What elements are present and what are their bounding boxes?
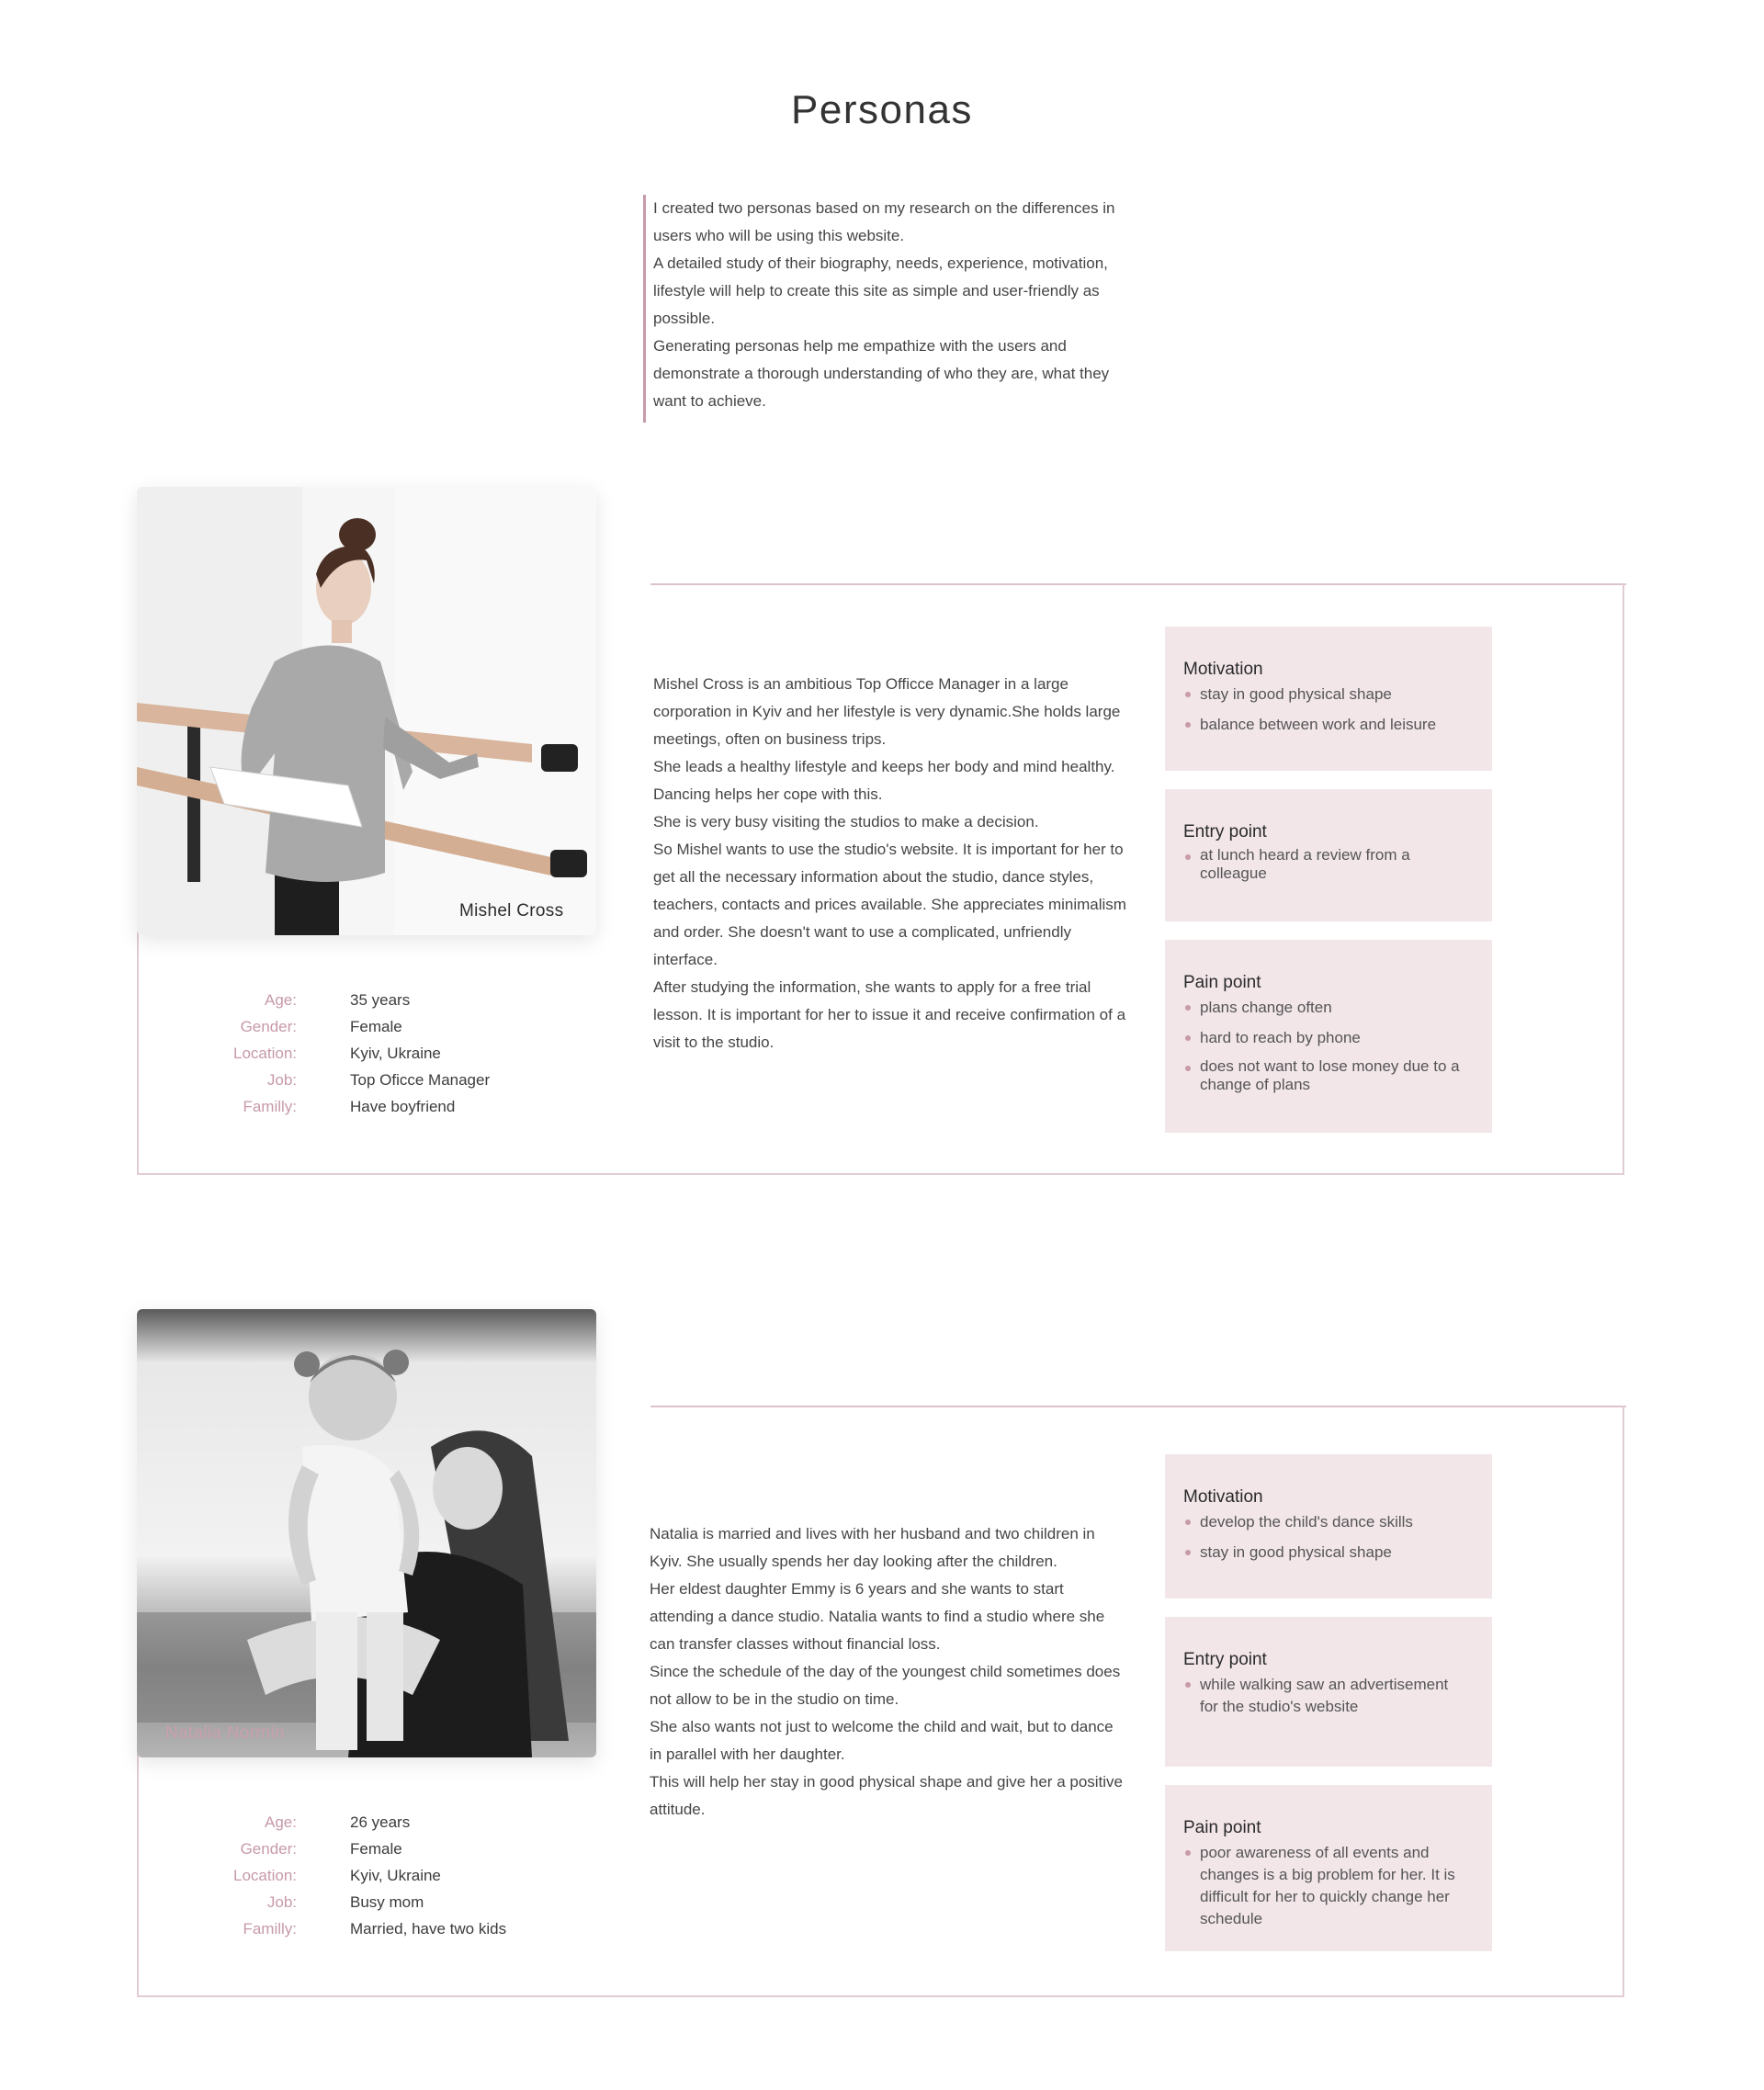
fact-label: Location: [233,1866,297,1884]
list-item: does not want to lose money due to a change of plans [1183,1057,1474,1094]
list-item: while walking saw an advertisement for the studio's website [1183,1674,1450,1718]
fact-label: Age: [265,990,297,1009]
box-title: Entry point [1183,1650,1267,1669]
fact-value: Female [350,1839,402,1858]
persona-card-mishel [0,487,1764,1176]
fact-row-gender [138,1013,560,1040]
bio-paragraph: She leads a healthy lifestyle and keeps her body and mind healthy. Dancing helps her cope with this. [653,758,1115,803]
box-title: Pain point [1183,973,1261,992]
bio-paragraph: This will help her stay in good physical shape and give her a positive attitude. [650,1773,1124,1818]
fact-value: Top Oficce Manager [350,1070,491,1089]
bio-paragraph: Natalia is married and lives with her husband and two children in Kyiv. She usually spends her day looking after the children. [650,1525,1095,1570]
box-title: Entry point [1183,822,1267,842]
fact-value: 26 years [350,1813,411,1831]
entry-point-box [1165,789,1492,921]
persona-bio [650,1520,1127,1824]
bio-paragraph: After studying the information, she wants to apply for a free trial lesson. It is important for her to issue it and receive confirmation of a visit to the studio. [653,978,1126,1051]
fact-row-family [138,1915,560,1942]
motivation-list [1183,683,1474,736]
page-title: Personas [791,87,973,132]
pain-point-box [1165,1785,1492,1951]
intro-text [643,195,1121,423]
list-item: hard to reach by phone [1183,1027,1474,1049]
fact-row-age [138,1809,560,1836]
pain-point-list [1183,1842,1474,1930]
list-item: plans change often [1183,997,1474,1019]
pain-point-list [1183,997,1474,1094]
list-item: at lunch heard a review from a colleague [1183,846,1431,883]
fact-row-gender [138,1836,560,1862]
bio-paragraph: So Mishel wants to use the studio's website. It is important for her to get all the necessary information about the studio, dance styles, teachers, contacts and prices available. She appreciates minimalism and order. She doesn't want to use a complicated, unfriendly interface. [653,841,1126,968]
entry-point-list [1183,1674,1474,1718]
persona-facts [138,1809,560,1942]
dancer-photo-illustration [137,487,596,935]
fact-row-family [138,1093,560,1120]
fact-value: Kyiv, Ukraine [350,1044,441,1062]
intro-paragraph: A detailed study of their biography, needs, experience, motivation, lifestyle will help to create this site as simple and user-friendly as possible. [653,254,1108,327]
motivation-list [1183,1511,1474,1564]
list-item: balance between work and leisure [1183,714,1474,736]
box-title: Motivation [1183,660,1263,679]
bio-paragraph: Her eldest daughter Emmy is 6 years and she wants to start attending a dance studio. Natalia wants to find a studio where she can transfer classes without financial loss. [650,1580,1105,1653]
box-title: Pain point [1183,1818,1261,1837]
fact-row-age [138,987,560,1013]
fact-value: Busy mom [350,1892,424,1911]
fact-label: Familly: [243,1919,297,1937]
motivation-box [1165,1454,1492,1599]
bio-paragraph: Mishel Cross is an ambitious Top Officce Manager in a large corporation in Kyiv and her lifestyle is very dynamic.She holds large meetings, often on business trips. [653,675,1121,748]
fact-label: Gender: [240,1839,297,1858]
fact-label: Gender: [240,1017,297,1035]
fact-value: Female [350,1017,402,1035]
list-item: poor awareness of all events and changes is a big problem for her. It is difficult for her to quickly change her schedule [1183,1842,1464,1930]
persona-name-caption: Natalia Normin [165,1723,285,1743]
list-item: stay in good physical shape [1183,683,1474,706]
fact-row-location [138,1040,560,1067]
list-item: stay in good physical shape [1183,1542,1474,1564]
entry-point-box [1165,1617,1492,1767]
bio-paragraph: Since the schedule of the day of the youngest child sometimes does not allow to be in the studio on time. [650,1663,1121,1708]
fact-row-job [138,1889,560,1915]
intro-paragraph: Generating personas help me empathize with the users and demonstrate a thorough understanding of who they are, what they want to achieve. [653,337,1110,410]
fact-row-job [138,1067,560,1093]
fact-label: Job: [266,1070,297,1089]
fact-value: Married, have two kids [350,1919,507,1937]
persona-bio [653,671,1131,1056]
intro-paragraph: I created two personas based on my research on the differences in users who will be using this website. [653,199,1115,244]
fact-value: Kyiv, Ukraine [350,1866,441,1884]
box-title: Motivation [1183,1487,1263,1507]
bio-paragraph: She is very busy visiting the studios to make a decision. [653,813,1039,830]
bio-paragraph: She also wants not just to welcome the child and wait, but to dance in parallel with her daughter. [650,1718,1114,1763]
fact-value: Have boyfriend [350,1097,456,1115]
fact-label: Familly: [243,1097,297,1115]
mother-child-photo-illustration [137,1309,596,1757]
persona-photo [137,1309,596,1757]
persona-name-caption: Mishel Cross [459,901,564,921]
list-item: develop the child's dance skills [1183,1511,1474,1533]
pain-point-box [1165,940,1492,1133]
fact-row-location [138,1862,560,1889]
persona-photo [137,487,596,935]
fact-value: 35 years [350,990,411,1009]
fact-label: Job: [266,1892,297,1911]
entry-point-list [1183,846,1474,883]
persona-facts [138,987,560,1120]
fact-label: Location: [233,1044,297,1062]
motivation-box [1165,627,1492,771]
persona-card-natalia [0,1309,1764,1998]
fact-label: Age: [265,1813,297,1831]
